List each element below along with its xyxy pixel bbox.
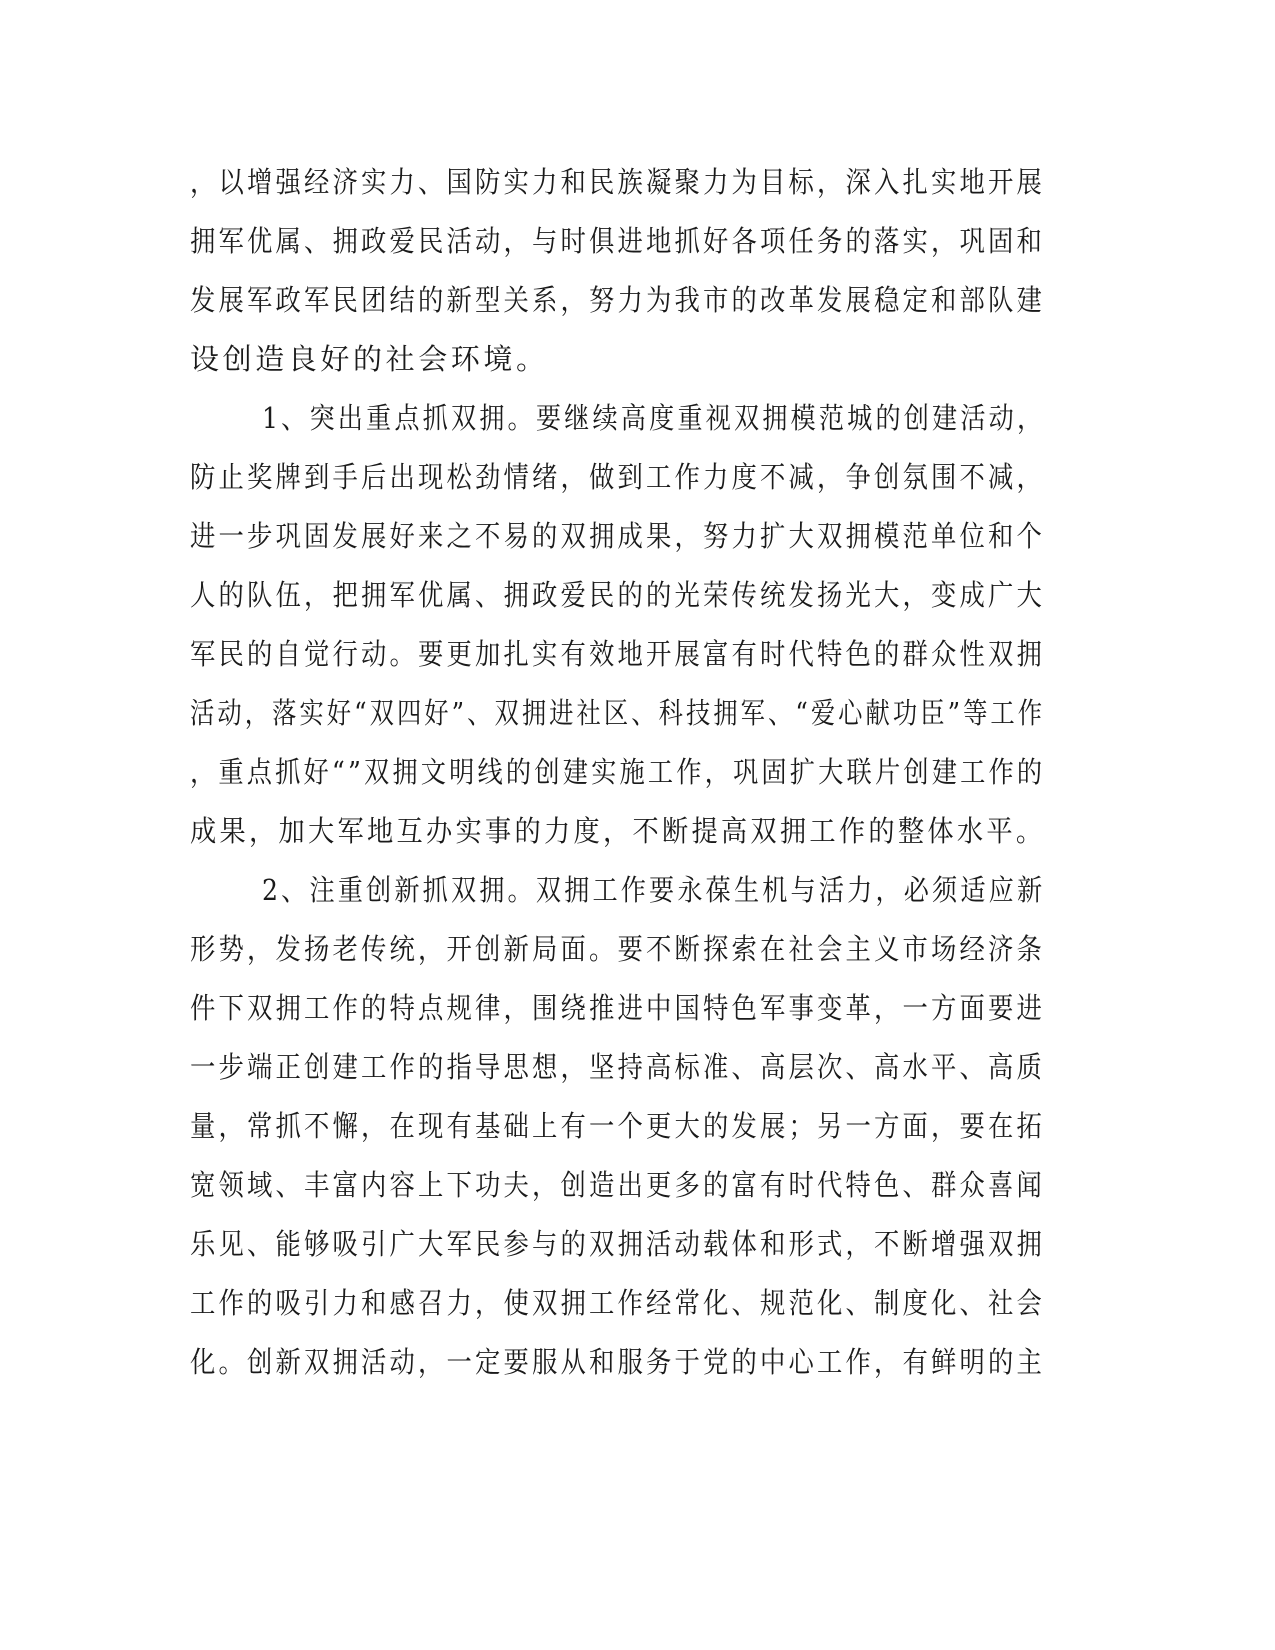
text-line: 发展军政军民团结的新型关系，努力为我市的改革发展稳定和部队建 bbox=[190, 283, 1045, 317]
text-line: 成果，加大军地互办实事的力度，不断提高双拥工作的整体水平。 bbox=[190, 814, 1046, 848]
text-line: 一步端正创建工作的指导思想，坚持高标准、高层次、高水平、高质 bbox=[190, 1050, 1045, 1084]
text-line: 工作的吸引力和感召力，使双拥工作经常化、规范化、制度化、社会 bbox=[190, 1286, 1045, 1320]
text-line: 防止奖牌到手后出现松劲情绪，做到工作力度不减，争创氛围不减， bbox=[190, 460, 1045, 494]
text-line: 进一步巩固发展好来之不易的双拥成果，努力扩大双拥模范单位和个 bbox=[190, 519, 1045, 553]
text-line: 设创造良好的社会环境。 bbox=[190, 342, 549, 376]
text-line: 量，常抓不懈，在现有基础上有一个更大的发展；另一方面，要在拓 bbox=[190, 1109, 1045, 1143]
text-line: 乐见、能够吸引广大军民参与的双拥活动载体和形式，不断增强双拥 bbox=[190, 1227, 1045, 1261]
text-line: 宽领域、丰富内容上下功夫，创造出更多的富有时代特色、群众喜闻 bbox=[190, 1168, 1045, 1202]
text-line: ，以增强经济实力、国防实力和民族凝聚力为目标，深入扎实地开展 bbox=[190, 165, 1045, 199]
paragraph-first-line: 2、注重创新抓双拥。双拥工作要永葆生机与活力，必须适应新 bbox=[262, 873, 1046, 907]
text-line: 人的队伍，把拥军优属、拥政爱民的的光荣传统发扬光大，变成广大 bbox=[190, 578, 1045, 612]
text-line: 化。创新双拥活动，一定要服从和服务于党的中心工作，有鲜明的主 bbox=[190, 1345, 1045, 1379]
text-line: ，重点抓好“”双拥文明线的创建实施工作，巩固扩大联片创建工作的 bbox=[190, 755, 1046, 789]
text-line: 拥军优属、拥政爱民活动，与时俱进地抓好各项任务的落实，巩固和 bbox=[190, 224, 1045, 258]
text-line: 军民的自觉行动。要更加扎实有效地开展富有时代特色的群众性双拥 bbox=[190, 637, 1045, 671]
text-line: 件下双拥工作的特点规律，围绕推进中国特色军事变革，一方面要进 bbox=[190, 991, 1045, 1025]
text-line: 活动，落实好“双四好”、双拥进社区、科技拥军、“爱心献功臣”等工作 bbox=[190, 696, 1046, 730]
paragraph-first-line: 1、突出重点抓双拥。要继续高度重视双拥模范城的创建活动， bbox=[262, 401, 1046, 435]
text-line: 形势，发扬老传统，开创新局面。要不断探索在社会主义市场经济条 bbox=[190, 932, 1045, 966]
